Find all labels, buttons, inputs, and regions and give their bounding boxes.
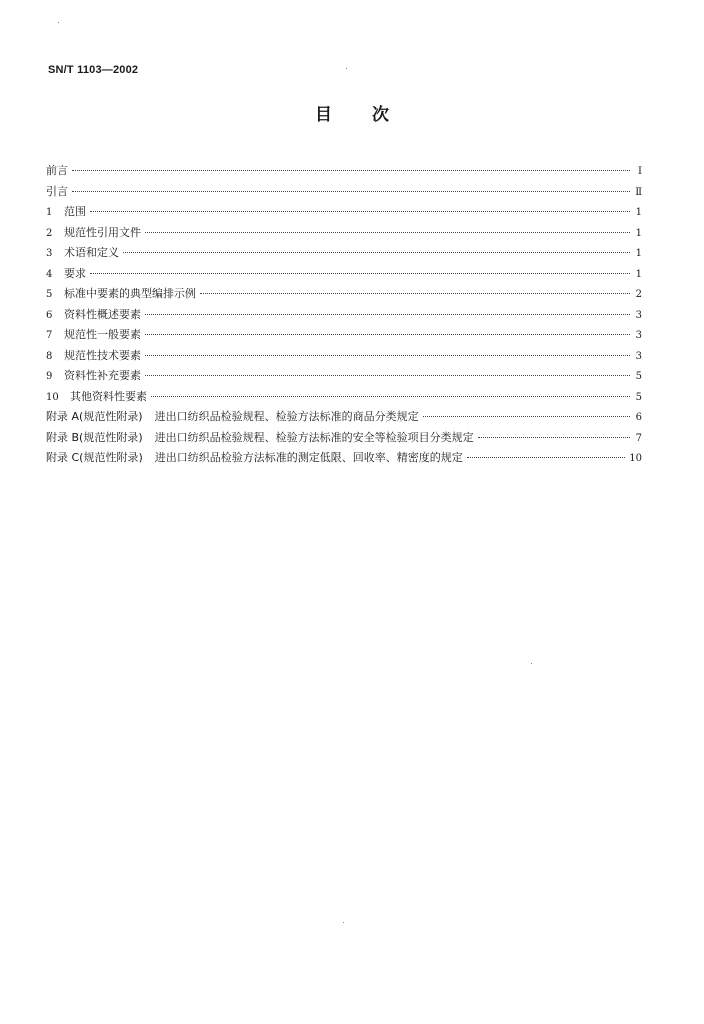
- toc-entry-number: 2: [46, 227, 53, 239]
- toc-entry[interactable]: [46, 369, 642, 390]
- toc-entry[interactable]: [46, 185, 642, 206]
- toc-entry[interactable]: [46, 287, 642, 308]
- toc-entry-page: 1: [635, 227, 642, 239]
- toc-entry-label: 规范性一般要素: [64, 328, 141, 341]
- toc-entry-page: 5: [635, 391, 642, 403]
- toc-entry-page: 2: [635, 289, 642, 300]
- toc-entry-number: 6: [46, 309, 53, 321]
- appendix-label: 进出口纺织品检验规程、检验方法标准的安全等检验项目分类规定: [154, 430, 474, 444]
- scan-speck: [346, 68, 347, 69]
- dot-leader: [145, 354, 630, 356]
- toc-entry[interactable]: [46, 328, 642, 349]
- dot-leader: [423, 415, 630, 417]
- dot-leader: [145, 333, 630, 335]
- toc-entry-page: 1: [635, 207, 642, 218]
- dot-leader: [145, 231, 630, 233]
- toc-entry-label: 规范性引用文件: [64, 225, 141, 239]
- toc-entry-label: 其他资料性要素: [70, 389, 147, 403]
- table-of-contents: [46, 164, 642, 472]
- toc-entry-page: 7: [635, 432, 642, 444]
- toc-entry-page: 10: [629, 453, 642, 464]
- toc-entry-page: 1: [635, 268, 642, 280]
- toc-entry-page: 3: [635, 330, 642, 341]
- toc-entry-number: 5: [46, 289, 53, 300]
- dot-leader: [145, 374, 630, 376]
- dot-leader: [90, 272, 630, 274]
- appendix-label: 进出口纺织品检验方法标准的测定低限、回收率、精密度的规定: [154, 451, 463, 464]
- toc-entry-page: Ⅰ: [638, 166, 642, 177]
- dot-leader: [467, 456, 626, 458]
- toc-entry-page: 6: [635, 412, 642, 423]
- toc-entry-number: 3: [46, 248, 53, 259]
- toc-entry[interactable]: [46, 246, 642, 267]
- toc-entry-label: 标准中要素的典型编排示例: [64, 287, 196, 300]
- appendix-label: 进出口纺织品检验规程、检验方法标准的商品分类规定: [154, 410, 419, 423]
- page-title: 目次: [315, 105, 429, 125]
- toc-entry-label: 引言: [46, 184, 68, 198]
- toc-entry[interactable]: [46, 205, 642, 226]
- toc-appendix-entry[interactable]: [46, 431, 642, 452]
- toc-entry-label: 要求: [64, 266, 86, 280]
- standard-code: SN/T 1103—2002: [48, 64, 139, 76]
- toc-appendix-entry[interactable]: [46, 410, 642, 431]
- toc-entry-page: 1: [635, 248, 642, 259]
- toc-entry[interactable]: [46, 349, 642, 370]
- toc-entry-number: 8: [46, 350, 53, 362]
- appendix-prefix: 附录 C(规范性附录): [46, 451, 143, 464]
- toc-entry[interactable]: [46, 267, 642, 288]
- scan-speck: [531, 663, 532, 664]
- dot-leader: [72, 190, 630, 192]
- toc-entry-number: 10: [46, 391, 59, 403]
- dot-leader: [200, 292, 630, 294]
- toc-entry-number: 9: [46, 371, 53, 382]
- toc-entry-number: 4: [46, 268, 53, 280]
- toc-entry-label: 资料性概述要素: [64, 307, 141, 321]
- toc-entry-page: 5: [635, 371, 642, 382]
- toc-entry-label: 前言: [46, 164, 68, 177]
- toc-entry-label: 范围: [64, 205, 86, 218]
- dot-leader: [151, 395, 630, 397]
- appendix-prefix: 附录 A(规范性附录): [46, 410, 143, 423]
- toc-entry-page: Ⅱ: [635, 186, 642, 198]
- toc-entry-page: 3: [635, 350, 642, 362]
- scan-speck: [343, 922, 344, 923]
- dot-leader: [478, 436, 630, 438]
- dot-leader: [145, 313, 630, 315]
- toc-entry-label: 术语和定义: [64, 246, 119, 259]
- toc-entry[interactable]: [46, 308, 642, 329]
- toc-entry[interactable]: [46, 390, 642, 411]
- toc-entry-label: 资料性补充要素: [64, 369, 141, 382]
- dot-leader: [123, 251, 630, 253]
- dot-leader: [72, 169, 630, 171]
- toc-entry-page: 3: [635, 309, 642, 321]
- toc-entry[interactable]: [46, 164, 642, 185]
- dot-leader: [90, 210, 630, 212]
- toc-entry-number: 1: [46, 207, 53, 218]
- toc-entry-label: 规范性技术要素: [64, 348, 141, 362]
- toc-appendix-entry[interactable]: [46, 451, 642, 472]
- toc-entry-number: 7: [46, 330, 53, 341]
- toc-entry[interactable]: [46, 226, 642, 247]
- appendix-prefix: 附录 B(规范性附录): [46, 430, 143, 444]
- scan-speck: [58, 22, 59, 23]
